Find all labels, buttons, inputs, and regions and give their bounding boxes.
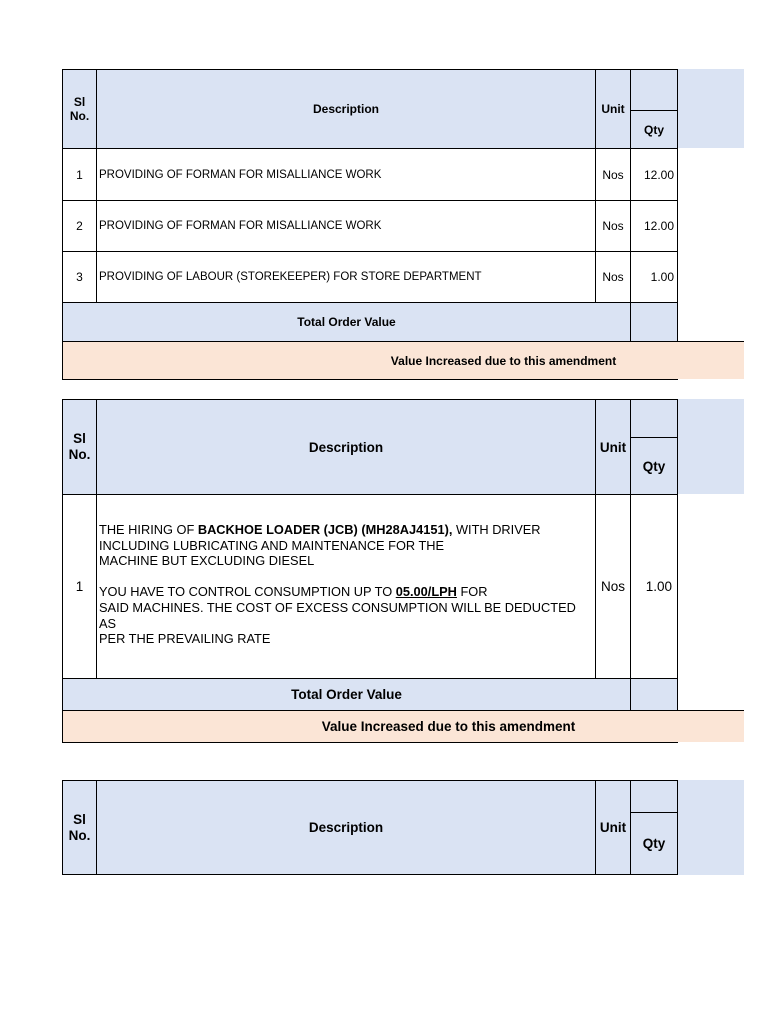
table-bottom-rule xyxy=(62,378,678,380)
row-1-unit: Nos xyxy=(596,148,631,200)
row-1-sl: 1 xyxy=(62,148,97,200)
desc-line3: MACHINE BUT EXCLUDING DIESEL xyxy=(99,553,315,569)
row-3-sl: 3 xyxy=(62,251,97,302)
table-bottom-rule xyxy=(62,741,678,743)
desc-line4-pre: YOU HAVE TO CONTROL CONSUMPTION UP TO xyxy=(99,584,396,600)
desc-line1-pre: THE HIRING OF xyxy=(99,522,198,537)
header-unit: Unit xyxy=(596,780,631,875)
header-description: Description xyxy=(97,69,596,148)
row-1-sl: 1 xyxy=(62,494,97,678)
row-1-description: PROVIDING OF FORMAN FOR MISALLIANCE WORK xyxy=(97,148,596,200)
row-2-unit: Nos xyxy=(596,200,631,251)
header-sl-no: Sl No. xyxy=(62,780,97,875)
row-1-description xyxy=(97,494,596,678)
header-qty: Qty xyxy=(631,438,678,494)
desc-line4-post: FOR xyxy=(456,584,488,600)
header-sl-no: Sl No. xyxy=(62,399,97,494)
header-rate-top xyxy=(631,69,678,111)
equipment-name: BACKHOE LOADER (JCB) (MH28AJ4151), xyxy=(197,522,453,537)
desc-line5: SAID MACHINES. THE COST OF EXCESS CONSUMPTION WILL BE DEDUCTED AS xyxy=(99,599,576,631)
total-order-value-cell xyxy=(631,302,678,341)
order-table-3 xyxy=(62,780,744,876)
row-1-qty: 1.00 xyxy=(631,494,678,678)
amendment-row: Value Increased due to this amendment xyxy=(62,341,744,379)
header-unit: Unit xyxy=(596,69,631,148)
row-3-unit: Nos xyxy=(596,251,631,302)
desc-line6: PER THE PREVAILING RATE xyxy=(99,631,271,647)
row-1-qty: 12.00 xyxy=(631,148,678,200)
row-2-description: PROVIDING OF FORMAN FOR MISALLIANCE WORK xyxy=(97,200,596,251)
total-order-value-label: Total Order Value xyxy=(62,678,631,710)
total-order-value-cell xyxy=(631,678,678,710)
desc-line2: INCLUDING LUBRICATING AND MAINTENANCE FOR THE xyxy=(99,537,445,553)
header-rate-top xyxy=(631,399,678,438)
header-description: Description xyxy=(97,399,596,494)
total-order-value-label: Total Order Value xyxy=(62,302,631,341)
row-1-unit: Nos xyxy=(596,494,631,678)
consumption-limit: 05.00/LPH xyxy=(395,584,457,600)
amendment-row: Value Increased due to this amendment xyxy=(62,710,744,742)
header-unit: Unit xyxy=(596,399,631,494)
desc-line1-post: WITH DRIVER xyxy=(452,522,541,537)
header-qty: Qty xyxy=(631,813,678,875)
order-table-1 xyxy=(62,69,744,381)
row-2-sl: 2 xyxy=(62,200,97,251)
order-table-2 xyxy=(62,399,744,743)
header-description: Description xyxy=(97,780,596,875)
header-rate-top xyxy=(631,780,678,813)
row-2-qty: 12.00 xyxy=(631,200,678,251)
header-qty: Qty xyxy=(631,111,678,148)
row-3-qty: 1.00 xyxy=(631,251,678,302)
header-sl-no: Sl No. xyxy=(62,69,97,148)
row-3-description: PROVIDING OF LABOUR (STOREKEEPER) FOR STORE DEPARTMENT xyxy=(97,251,596,302)
